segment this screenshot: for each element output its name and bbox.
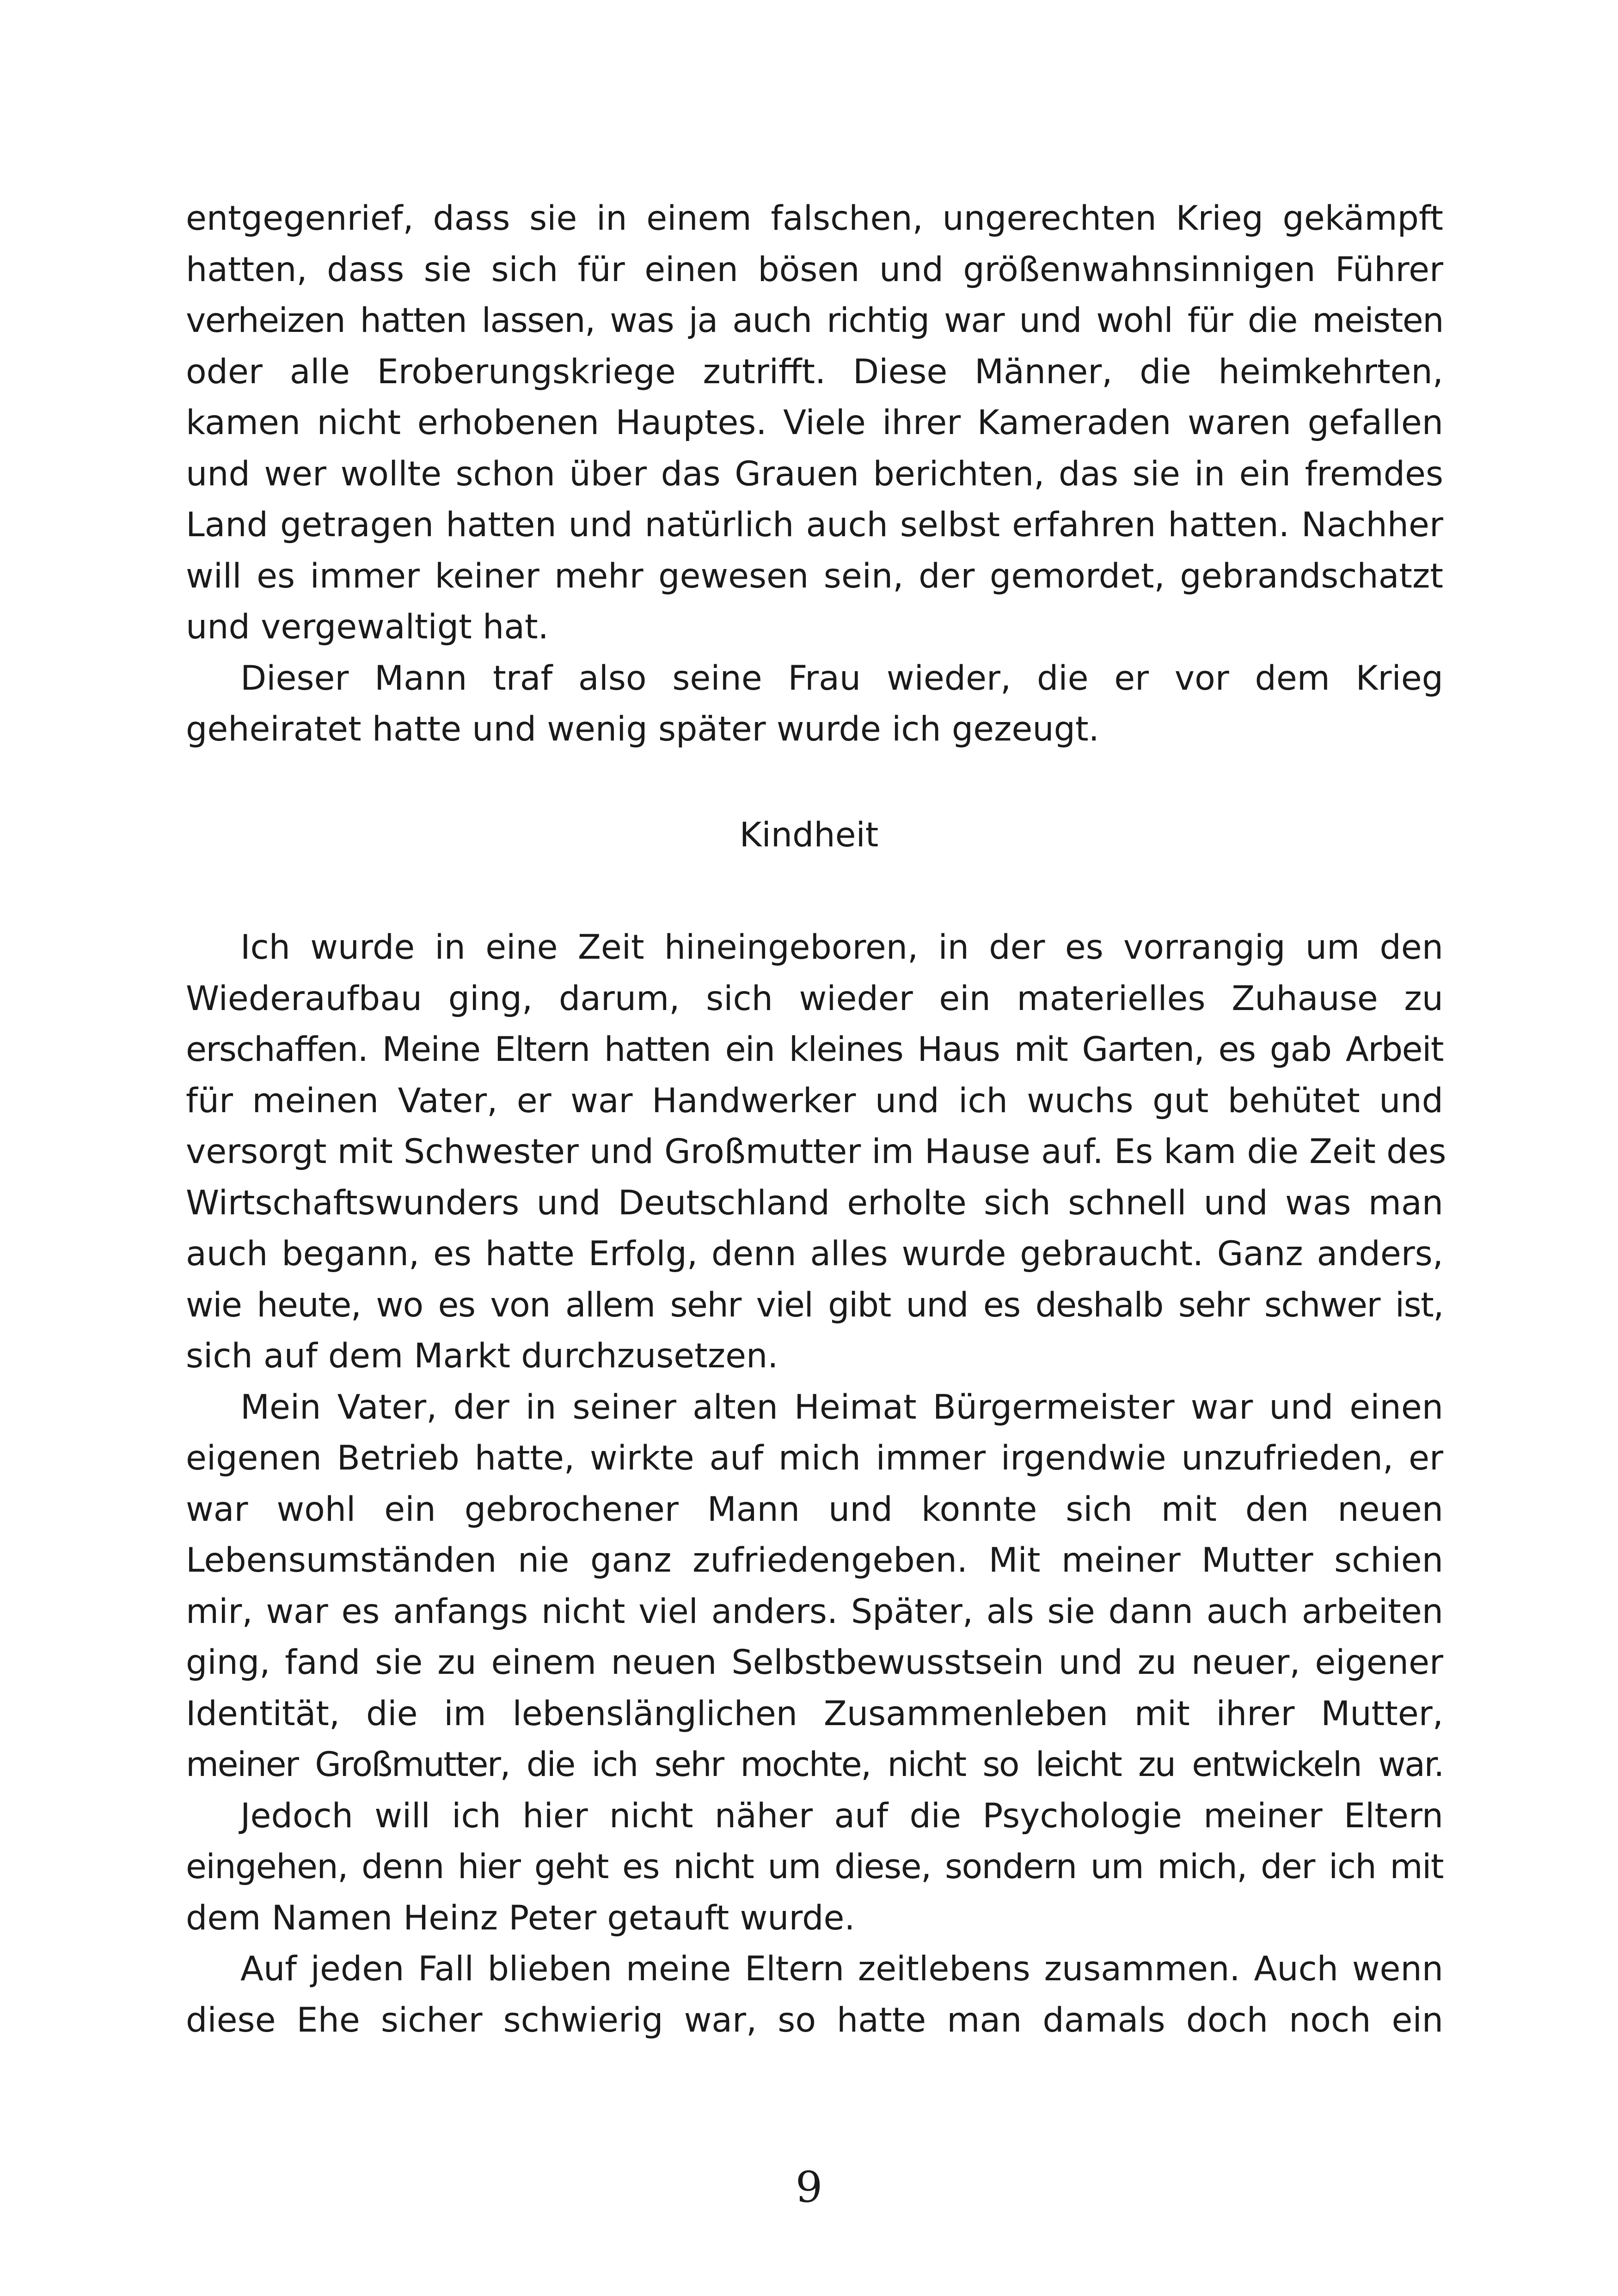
text-line: Ich wurde in eine Zeit hineingeboren, in der es vorrangig um den (240, 928, 1443, 967)
text-line: auch begann, es hatte Erfolg, denn alles wurde gebraucht. Ganz anders, (186, 1234, 1443, 1274)
text-line: Lebensumständen nie ganz zufriedengeben. Mit meiner Mutter schien (186, 1541, 1443, 1580)
text-line: erschaffen. Meine Eltern hatten ein kleines Haus mit Garten, es gab Arbeit (186, 1030, 1443, 1069)
text-line: Wiederaufbau ging, darum, sich wieder ein materielles Zuhause zu (186, 979, 1443, 1018)
text-line: verheizen hatten lassen, was ja auch richtig war und wohl für die meisten (186, 301, 1443, 340)
text-line: entgegenrief, dass sie in einem falschen, ungerechten Krieg gekämpft (186, 199, 1443, 238)
text-line: und vergewaltigt hat. (186, 607, 549, 647)
text-line: Identität, die im lebenslänglichen Zusammenleben mit ihrer Mutter, (186, 1694, 1443, 1733)
text-line: sich auf dem Markt durchzusetzen. (186, 1336, 778, 1376)
text-line: eingehen, denn hier geht es nicht um diese, sondern um mich, der ich mit (186, 1847, 1443, 1886)
chapter-heading: Kindheit (739, 815, 879, 855)
page-number: 9 (795, 2162, 823, 2212)
text-line: hatten, dass sie sich für einen bösen und größenwahnsinnigen Führer (186, 250, 1443, 289)
text-line: versorgt mit Schwester und Großmutter im Hause auf. Es kam die Zeit des (186, 1132, 1446, 1171)
text-line: war wohl ein gebrochener Mann und konnte sich mit den neuen (186, 1489, 1443, 1529)
text-line: und wer wollte schon über das Grauen berichten, das sie in ein fremdes (186, 454, 1443, 494)
text-line: Land getragen hatten und natürlich auch selbst erfahren hatten. Nachher (186, 505, 1443, 545)
text-line: kamen nicht erhobenen Hauptes. Viele ihrer Kameraden waren gefallen (186, 403, 1443, 442)
text-line: für meinen Vater, er war Handwerker und ich wuchs gut behütet und (186, 1081, 1443, 1120)
text-line: meiner Großmutter, die ich sehr mochte, nicht so leicht zu entwickeln war. (186, 1745, 1443, 1784)
text-line: oder alle Eroberungskriege zutrifft. Diese Männer, die heimkehrten, (186, 352, 1443, 392)
text-section-intro (186, 193, 1443, 755)
text-line: Mein Vater, der in seiner alten Heimat Bürgermeister war und einen (240, 1387, 1443, 1427)
text-line: Wirtschaftswunders und Deutschland erholte sich schnell und was man (186, 1183, 1443, 1223)
text-line: will es immer keiner mehr gewesen sein, der gemordet, gebrandschatzt (186, 556, 1443, 596)
text-line: Auf jeden Fall blieben meine Eltern zeitlebens zusammen. Auch wenn (240, 1949, 1443, 1989)
text-line: Jedoch will ich hier nicht näher auf die Psychologie meiner Eltern (240, 1796, 1443, 1836)
text-line: wie heute, wo es von allem sehr viel gibt und es deshalb sehr schwer ist, (186, 1285, 1443, 1325)
text-line: diese Ehe sicher schwierig war, so hatte man damals doch noch ein (186, 2000, 1443, 2040)
text-line: geheiratet hatte und wenig später wurde ich gezeugt. (186, 710, 1099, 749)
text-line: Dieser Mann traf also seine Frau wieder, die er vor dem Krieg (240, 658, 1443, 698)
text-line: eigenen Betrieb hatte, wirkte auf mich immer irgendwie unzufrieden, er (186, 1439, 1443, 1478)
text-line: dem Namen Heinz Peter getauft wurde. (186, 1898, 855, 1938)
text-line: mir, war es anfangs nicht viel anders. Später, als sie dann auch arbeiten (186, 1592, 1443, 1631)
text-line: ging, fand sie zu einem neuen Selbstbewusstsein und zu neuer, eigener (186, 1643, 1443, 1682)
text-section-kindheit (186, 922, 1446, 2046)
